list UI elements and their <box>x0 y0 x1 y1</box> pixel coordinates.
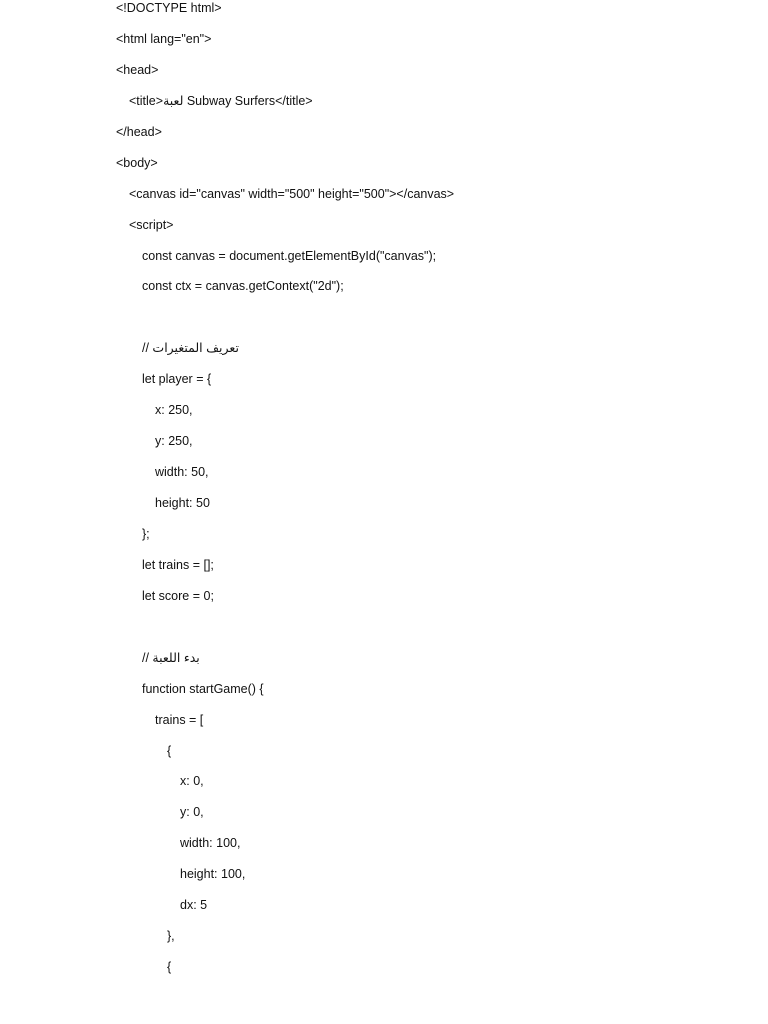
code-line-text: trains = [ <box>155 712 204 727</box>
code-line <box>0 117 768 148</box>
code-line-text: <body> <box>116 155 158 170</box>
code-line-text: height: 100, <box>180 867 246 882</box>
code-line <box>0 921 768 952</box>
code-line <box>0 179 768 210</box>
code-line-text: x: 0, <box>180 774 204 789</box>
code-line <box>0 828 768 859</box>
code-line-text: const canvas = document.getElementById("canvas"); <box>142 248 437 263</box>
code-comment <box>0 333 768 364</box>
code-line-text: { <box>167 960 172 975</box>
blank-line <box>0 612 768 643</box>
code-line <box>0 952 768 983</box>
code-line-text: const ctx = canvas.getContext("2d"); <box>142 279 344 294</box>
code-line <box>0 674 768 705</box>
code-line-text: </head> <box>116 124 162 139</box>
code-line-text: }, <box>167 929 175 944</box>
code-line <box>0 457 768 488</box>
blank-line <box>0 302 768 333</box>
code-line-text: <title>لعبة Subway Surfers</title> <box>129 93 313 108</box>
code-line <box>0 148 768 179</box>
code-line-text: // تعريف المتغيرات <box>142 341 239 356</box>
code-comment <box>0 643 768 674</box>
code-line-text: dx: 5 <box>180 898 208 913</box>
code-line-text: let player = { <box>142 372 212 387</box>
code-line <box>0 241 768 272</box>
code-line <box>0 210 768 241</box>
code-line <box>0 364 768 395</box>
code-line <box>0 705 768 736</box>
code-line <box>0 271 768 302</box>
code-line <box>0 0 768 24</box>
code-line-text: y: 250, <box>155 434 193 449</box>
code-line <box>0 859 768 890</box>
code-line-text: y: 0, <box>180 805 204 820</box>
code-line-text: width: 100, <box>180 836 241 851</box>
code-line-text: <script> <box>129 217 174 232</box>
code-line-text: <head> <box>116 62 159 77</box>
code-line <box>0 890 768 921</box>
code-line-text: <canvas id="canvas" width="500" height="500"></canvas> <box>129 186 455 201</box>
code-line-text: { <box>167 743 172 758</box>
code-line-text: width: 50, <box>155 465 209 480</box>
code-line-text: x: 250, <box>155 403 193 418</box>
code-line-text: let score = 0; <box>142 588 214 603</box>
code-line <box>0 550 768 581</box>
code-line <box>0 86 768 117</box>
code-line <box>0 797 768 828</box>
code-line-text: let trains = []; <box>142 557 214 572</box>
code-line <box>0 488 768 519</box>
code-line <box>0 581 768 612</box>
code-line-text: // بدء اللعبة <box>142 650 200 665</box>
code-line-text: height: 50 <box>155 496 210 510</box>
code-line <box>0 426 768 457</box>
code-line-text: function startGame() { <box>142 681 264 696</box>
code-line <box>0 55 768 86</box>
code-line-text: <html lang="en"> <box>116 31 212 46</box>
code-line <box>0 519 768 550</box>
code-line <box>0 395 768 426</box>
code-line <box>0 736 768 767</box>
code-line <box>0 766 768 797</box>
code-line-text: }; <box>142 526 150 541</box>
code-line-text: <!DOCTYPE html> <box>116 1 222 15</box>
code-line <box>0 24 768 55</box>
